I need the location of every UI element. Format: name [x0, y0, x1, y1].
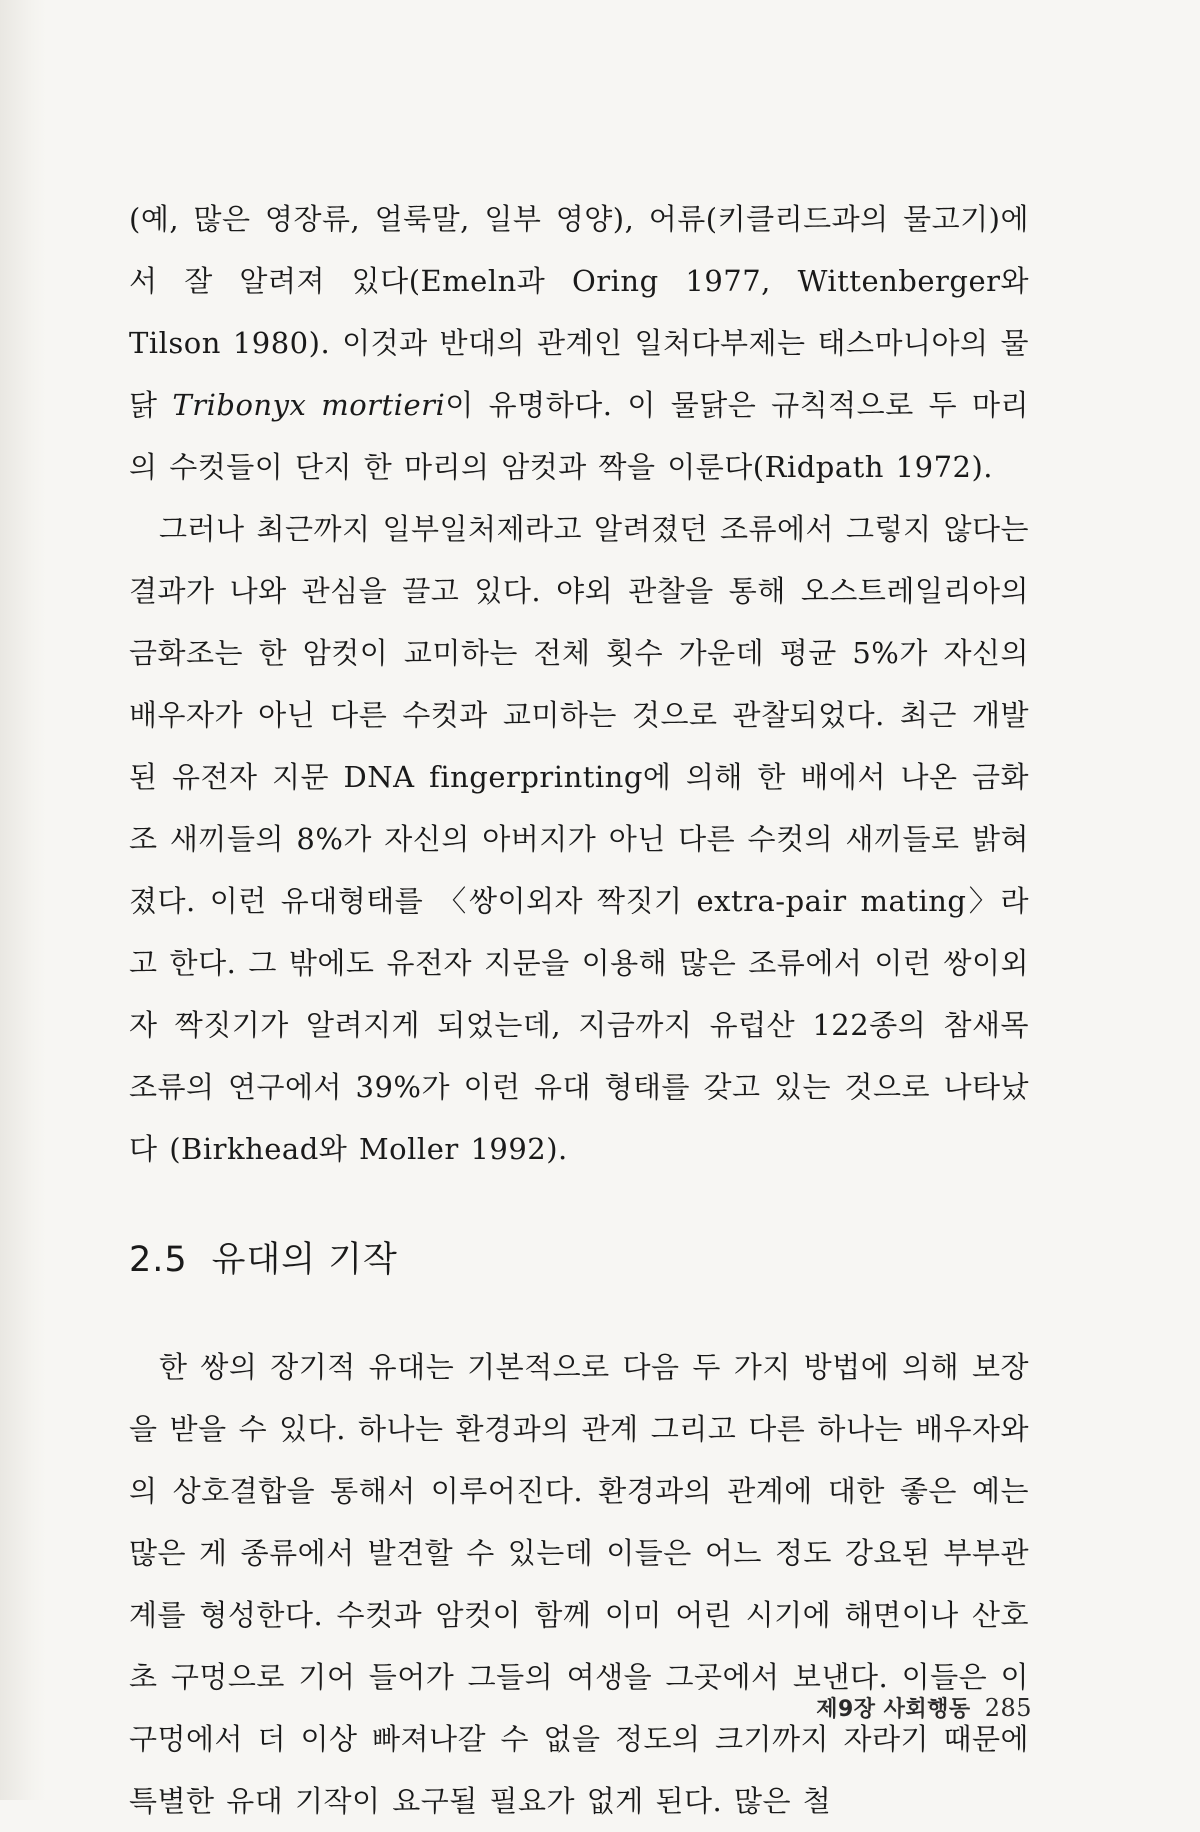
page-body: [129, 188, 1029, 1832]
species-name: Tribonyx mortieri: [172, 388, 446, 422]
page-footer: [752, 1692, 1032, 1723]
section-title: 유대의 기작: [211, 1240, 398, 1280]
chapter-label: 제9장 사회행동: [816, 1697, 971, 1722]
paragraph-1-tail: 이 유명하다. 이 물닭은 규칙적으로 두 마리의 수컷들이 단지 한 마리의 암컷과 짝을 이룬다(Ridpath 1972).: [129, 388, 1030, 484]
paragraph-1-text: (예, 많은 영장류, 얼룩말, 일부 영양), 어류(키클리드과의 물고기)에서 잘 알려져 있다(Emeln과 Oring 1977, Wittenberger와 Tilson 1980). 이것과 반대의 관계인 일처다부제는 태스마니아의 물닭: [129, 202, 1029, 422]
paragraph-2: 그러나 최근까지 일부일처제라고 알려졌던 조류에서 그렇지 않다는 결과가 나와 관심을 끌고 있다. 야외 관찰을 통해 오스트레일리아의 금화조는 한 암컷이 교미하는 전체 횟수 가운데 평균 5%가 자신의 배우자가 아닌 다른 수컷과 교미하는 것으로 관찰되었다. 최근 개발된 유전자 지문 DNA fingerprinting에 의해 한 배에서 나온 금화조 새끼들의 8%가 자신의 아버지가 아닌 다른 수컷의 새끼들로 밝혀졌다. 이런 유대형태를 〈쌍이외자 짝짓기 extra-pair mating〉라고 한다. 그 밖에도 유전자 지문을 이용해 많은 조류에서 이런 쌍이외자 짝짓기가 알려지게 되었는데, 지금까지 유럽산 122종의 참새목 조류의 연구에서 39%가 이런 유대 형태를 갖고 있는 것으로 나타났다 (Birkhead와 Moller 1992).: [129, 512, 1029, 1166]
section-heading: [129, 1180, 1029, 1336]
section-number: 2.5: [129, 1240, 188, 1280]
page-binding-shadow: [0, 0, 46, 1800]
paragraph-1: [129, 188, 1029, 498]
paragraph-3: 한 쌍의 장기적 유대는 기본적으로 다음 두 가지 방법에 의해 보장을 받을 수 있다. 하나는 환경과의 관계 그리고 다른 하나는 배우자와의 상호결합을 통해서 이루어진다. 환경과의 관계에 대한 좋은 예는 많은 게 종류에서 발견할 수 있는데 이들은 어느 정도 강요된 부부관계를 형성한다. 수컷과 암컷이 함께 이미 어린 시기에 해면이나 산호초 구멍으로 기어 들어가 그들의 여생을 그곳에서 보낸다. 이들은 이 구멍에서 더 이상 빠져나갈 수 없을 정도의 크기까지 자라기 때문에 특별한 유대 기작이 요구될 필요가 없게 된다. 많은 철: [129, 1350, 1029, 1818]
page-number: 285: [984, 1694, 1032, 1722]
